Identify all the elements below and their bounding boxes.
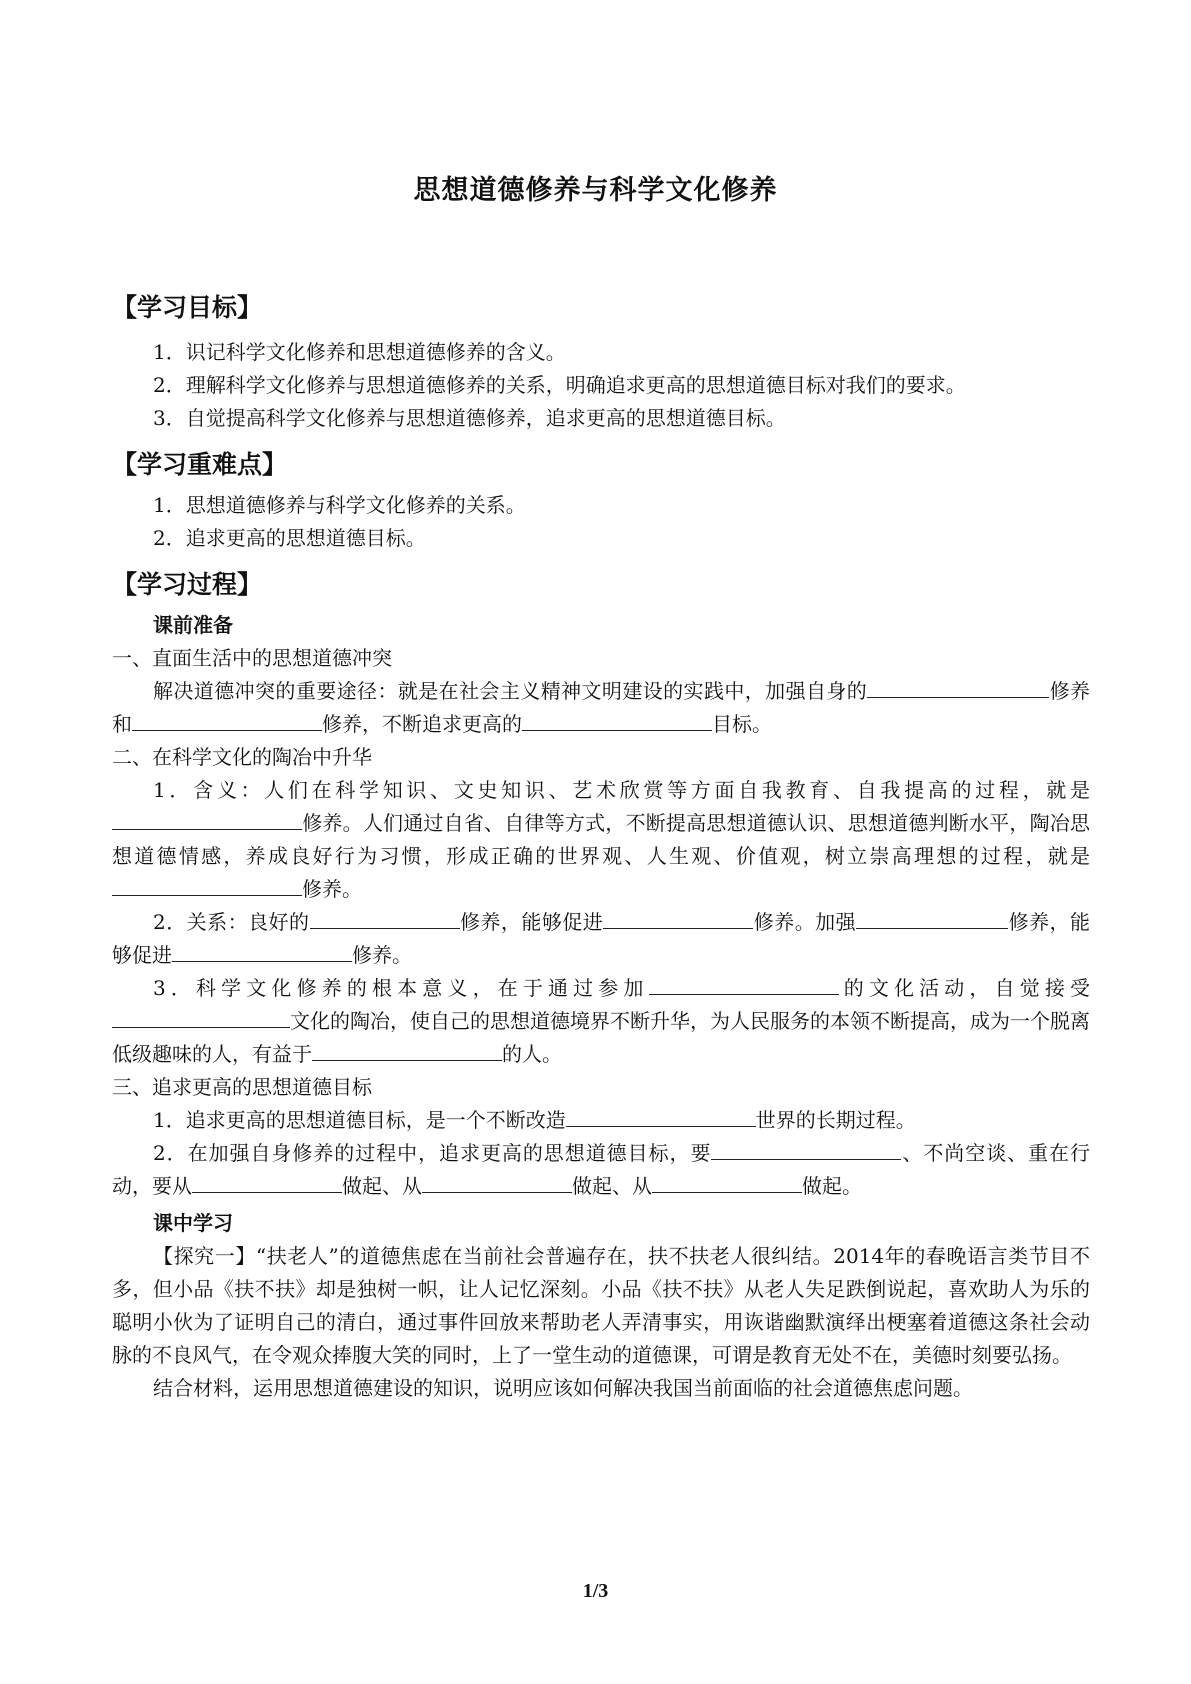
page-title: 思想道德修养与科学文化修养 [413, 175, 778, 206]
answer-blank[interactable] [603, 906, 753, 929]
pre-paragraph-1: 解决道德冲突的重要途径：就是在社会主义精神文明建设的实践中，加强自身的 修养和 修养，不断追求更高的 目标。 [112, 675, 1090, 741]
answer-blank[interactable] [112, 873, 302, 896]
page-number: 1/3 [582, 1580, 609, 1602]
answer-blank[interactable] [172, 939, 352, 962]
pre-paragraph-2: 1．含义：人们在科学知识、文史知识、艺术欣赏等方面自我教育、自我提高的过程，就是修养。人们通过自省、自律等方式，不断提高思想道德认识、思想道德判断水平，陶冶思想道德情感，养成良好行为习惯，形成正确的世界观、人生观、价值观，树立崇高理想的过程，就是修养。 [112, 778, 1090, 901]
goal-item: 3．自觉提高科学文化修养与思想道德修养，追求更高的思想道德目标。 [153, 406, 786, 430]
section-heading-process: 【学习过程】 [112, 570, 263, 599]
answer-blank[interactable] [948, 906, 1008, 929]
subheading-1: 一、直面生活中的思想道德冲突 [112, 646, 392, 670]
answer-blank[interactable] [566, 1104, 756, 1127]
pre-paragraph-5: 1．追求更高的思想道德目标，是一个不断改造 世界的长期过程。 [112, 1104, 1090, 1137]
keypoint-item: 2．追求更高的思想道德目标。 [153, 526, 426, 550]
pre-paragraph-3: 2．关系：良好的 修养，能够促进 修养。加强 修养，能够促进 修养。 [112, 906, 1090, 972]
pre-class-label: 课前准备 [153, 613, 233, 637]
pre-paragraph-4: 3．科学文化修养的根本意义，在于通过参加 的文化活动，自觉接受文化的陶冶，使自己的思想道德境界不断升华，为人民服务的本领不断提高，成为一个脱离低级趣味的人，有益于 的人。 [112, 972, 1090, 1071]
answer-blank[interactable] [711, 1137, 901, 1160]
answer-blank[interactable] [132, 708, 322, 731]
answer-blank[interactable] [522, 708, 712, 731]
answer-blank[interactable] [945, 675, 1049, 698]
inquiry-paragraph: 【探究一】“扶老人”的道德焦虑在当前社会普遍存在，扶不扶老人很纠结。2014年的春晚语言类节目不多，但小品《扶不扶》却是独树一帜，让人记忆深刻。小品《扶不扶》从老人失足跌倒说起，喜欢助人为乐的聪明小伙为了证明自己的清白，通过事件回放来帮助老人弄清事实，用诙谐幽默演绎出梗塞着道德这条社会动脉的不良风气，在令观众捧腹大笑的同时，上了一堂生动的道德课，可谓是教育无处不在，美德时刻要弘扬。 [112, 1244, 1090, 1367]
answer-blank[interactable] [867, 675, 945, 698]
keypoint-item: 1．思想道德修养与科学文化修养的关系。 [153, 493, 526, 517]
answer-blank[interactable] [856, 906, 948, 929]
subheading-2: 二、在科学文化的陶冶中升华 [112, 745, 372, 769]
goal-item: 1．识记科学文化修养和思想道德修养的含义。 [153, 340, 566, 364]
section-heading-keypoints: 【学习重难点】 [112, 450, 288, 479]
answer-blank[interactable] [422, 1170, 572, 1193]
document-body [112, 290, 1090, 1405]
answer-blank[interactable] [649, 972, 839, 995]
answer-blank[interactable] [652, 1170, 802, 1193]
answer-blank[interactable] [112, 807, 302, 830]
answer-blank[interactable] [312, 1038, 502, 1061]
in-class-label: 课中学习 [153, 1211, 233, 1235]
pre-paragraph-6: 2．在加强自身修养的过程中，追求更高的思想道德目标，要 、不尚空谈、重在行动，要从 做起、从 做起、从 做起。 [112, 1137, 1090, 1203]
section-heading-goals: 【学习目标】 [112, 293, 263, 322]
answer-blank[interactable] [192, 1170, 342, 1193]
answer-blank[interactable] [112, 1005, 290, 1028]
inquiry-question: 结合材料，运用思想道德建设的知识，说明应该如何解决我国当前面临的社会道德焦虑问题。 [153, 1376, 973, 1400]
goal-item: 2．理解科学文化修养与思想道德修养的关系，明确追求更高的思想道德目标对我们的要求。 [153, 373, 966, 397]
answer-blank[interactable] [310, 906, 460, 929]
subheading-3: 三、追求更高的思想道德目标 [112, 1075, 372, 1099]
